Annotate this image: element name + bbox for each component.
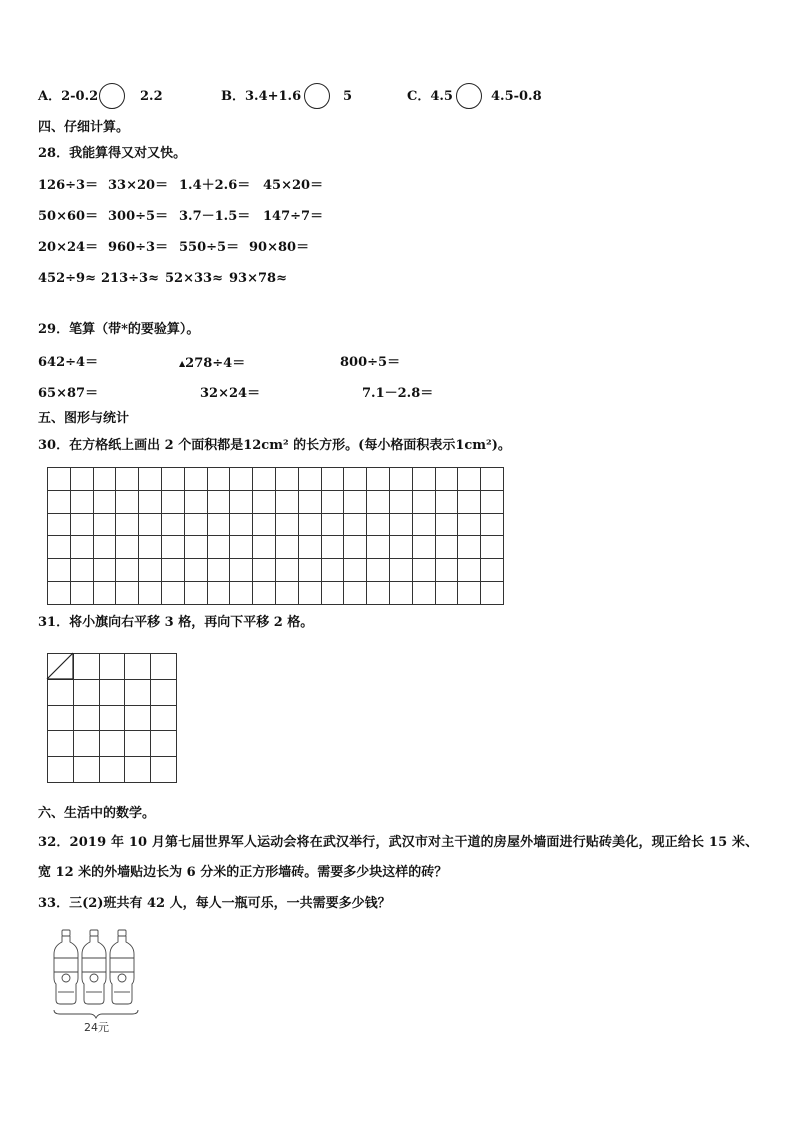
compare-a-left: 2-0.2 bbox=[61, 89, 99, 104]
grid-cell[interactable] bbox=[48, 679, 74, 705]
grid-cell[interactable] bbox=[435, 559, 458, 582]
grid-cell[interactable] bbox=[116, 559, 139, 582]
grid-cell[interactable] bbox=[139, 468, 162, 491]
grid-row bbox=[48, 559, 504, 582]
grid-cell[interactable] bbox=[48, 513, 71, 536]
grid-cell[interactable] bbox=[230, 468, 253, 491]
grid-cell[interactable] bbox=[298, 536, 321, 559]
grid-cell[interactable] bbox=[161, 490, 184, 513]
grid-cell[interactable] bbox=[253, 581, 276, 604]
grid-cell[interactable] bbox=[344, 559, 367, 582]
grid-cell[interactable] bbox=[230, 559, 253, 582]
grid-cell[interactable] bbox=[344, 581, 367, 604]
q28-item: 33×20＝ bbox=[108, 178, 169, 193]
grid-cell[interactable] bbox=[99, 705, 125, 731]
grid-cell[interactable] bbox=[344, 490, 367, 513]
grid-cell[interactable] bbox=[125, 731, 151, 757]
q28-item: 147÷7＝ bbox=[263, 209, 324, 224]
grid-cell[interactable] bbox=[73, 679, 99, 705]
grid-cell[interactable] bbox=[298, 468, 321, 491]
grid-cell[interactable] bbox=[73, 731, 99, 757]
grid-cell[interactable] bbox=[412, 513, 435, 536]
grid-cell[interactable] bbox=[125, 654, 151, 680]
grid-cell[interactable] bbox=[321, 559, 344, 582]
grid-cell[interactable] bbox=[116, 581, 139, 604]
grid-cell[interactable] bbox=[93, 513, 116, 536]
grid-cell[interactable] bbox=[70, 559, 93, 582]
grid-cell[interactable] bbox=[48, 705, 74, 731]
grid-cell[interactable] bbox=[125, 757, 151, 783]
q28-item: 960÷3＝ bbox=[108, 240, 169, 255]
q28-item: 213÷3≈ bbox=[101, 271, 159, 286]
grid-cell[interactable] bbox=[230, 490, 253, 513]
grid-cell[interactable] bbox=[230, 536, 253, 559]
grid-cell[interactable] bbox=[99, 757, 125, 783]
compare-c-circle[interactable] bbox=[456, 83, 482, 109]
grid-cell[interactable] bbox=[139, 581, 162, 604]
grid-cell[interactable] bbox=[184, 468, 207, 491]
grid-cell[interactable] bbox=[458, 513, 481, 536]
grid-cell[interactable] bbox=[99, 654, 125, 680]
grid-cell[interactable] bbox=[481, 536, 504, 559]
grid-cell[interactable] bbox=[275, 490, 298, 513]
grid-cell[interactable] bbox=[435, 536, 458, 559]
grid-cell[interactable] bbox=[151, 654, 177, 680]
grid-cell[interactable] bbox=[367, 468, 390, 491]
q28-item: 452÷9≈ bbox=[38, 271, 96, 286]
grid-cell[interactable] bbox=[253, 536, 276, 559]
grid-cell[interactable] bbox=[389, 536, 412, 559]
grid-cell[interactable] bbox=[73, 654, 99, 680]
grid-cell[interactable] bbox=[275, 559, 298, 582]
grid-cell[interactable] bbox=[458, 581, 481, 604]
grid-cell[interactable] bbox=[389, 559, 412, 582]
grid-cell[interactable] bbox=[184, 490, 207, 513]
grid-cell[interactable] bbox=[435, 490, 458, 513]
grid-cell[interactable] bbox=[344, 513, 367, 536]
grid-cell[interactable] bbox=[435, 513, 458, 536]
grid-cell[interactable] bbox=[139, 513, 162, 536]
grid-cell[interactable] bbox=[321, 581, 344, 604]
grid-cell[interactable] bbox=[458, 536, 481, 559]
grid-cell[interactable] bbox=[481, 581, 504, 604]
grid-cell[interactable] bbox=[367, 581, 390, 604]
grid-cell[interactable] bbox=[151, 705, 177, 731]
grid-cell[interactable] bbox=[435, 581, 458, 604]
grid-cell[interactable] bbox=[125, 679, 151, 705]
grid-cell[interactable] bbox=[298, 581, 321, 604]
grid-cell[interactable] bbox=[161, 468, 184, 491]
grid-cell[interactable] bbox=[321, 468, 344, 491]
grid-cell[interactable] bbox=[412, 468, 435, 491]
q28-title: 28．我能算得又对又快。 bbox=[38, 146, 187, 161]
compare-a-right: 2.2 bbox=[140, 89, 163, 104]
grid-cell[interactable] bbox=[184, 513, 207, 536]
grid-cell[interactable] bbox=[344, 468, 367, 491]
grid-cell[interactable] bbox=[321, 490, 344, 513]
grid-cell[interactable] bbox=[253, 513, 276, 536]
grid-cell[interactable] bbox=[389, 513, 412, 536]
grid-cell[interactable] bbox=[412, 559, 435, 582]
grid-row bbox=[48, 581, 504, 604]
compare-c-right: 4.5-0.8 bbox=[491, 89, 542, 104]
q30-title: 30．在方格纸上画出 2 个面积都是12cm² 的长方形。(每小格面积表示1cm²)。 bbox=[38, 438, 511, 453]
compare-a-circle[interactable] bbox=[99, 83, 125, 109]
q29-item: 32×24＝ bbox=[200, 386, 261, 401]
grid-cell[interactable] bbox=[116, 490, 139, 513]
grid-cell[interactable] bbox=[161, 513, 184, 536]
grid-cell[interactable] bbox=[458, 468, 481, 491]
grid-cell[interactable] bbox=[48, 559, 71, 582]
grid-cell[interactable] bbox=[151, 679, 177, 705]
q28-item: 550÷5＝ bbox=[179, 240, 240, 255]
grid-cell[interactable] bbox=[48, 581, 71, 604]
grid-cell[interactable] bbox=[367, 559, 390, 582]
grid-cell[interactable] bbox=[321, 513, 344, 536]
grid-cell[interactable] bbox=[207, 559, 230, 582]
grid-cell[interactable] bbox=[367, 490, 390, 513]
q33-title: 33．三(2)班共有 42 人，每人一瓶可乐，一共需要多少钱？ bbox=[38, 896, 391, 911]
grid-cell[interactable] bbox=[93, 581, 116, 604]
grid-cell[interactable] bbox=[184, 559, 207, 582]
grid-row bbox=[48, 513, 504, 536]
grid-cell[interactable] bbox=[161, 536, 184, 559]
grid-cell[interactable] bbox=[116, 468, 139, 491]
grid-cell[interactable] bbox=[184, 581, 207, 604]
q28-item: 126÷3＝ bbox=[38, 178, 99, 193]
compare-b-left: 3.4+1.6 bbox=[245, 89, 302, 104]
grid-cell[interactable] bbox=[344, 536, 367, 559]
grid-cell[interactable] bbox=[70, 536, 93, 559]
grid-cell[interactable] bbox=[298, 490, 321, 513]
grid-cell[interactable] bbox=[207, 468, 230, 491]
grid-cell[interactable] bbox=[73, 705, 99, 731]
grid-cell[interactable] bbox=[99, 731, 125, 757]
grid-cell[interactable] bbox=[70, 513, 93, 536]
grid-cell[interactable] bbox=[321, 536, 344, 559]
q31-title: 31．将小旗向右平移 3 格，再向下平移 2 格。 bbox=[38, 615, 314, 630]
grid-cell[interactable] bbox=[253, 490, 276, 513]
grid-cell[interactable] bbox=[70, 581, 93, 604]
grid-row bbox=[48, 536, 504, 559]
grid-cell[interactable] bbox=[99, 679, 125, 705]
grid-row bbox=[48, 468, 504, 491]
q28-item: 300÷5＝ bbox=[108, 209, 169, 224]
grid-row bbox=[48, 731, 177, 757]
grid-cell[interactable] bbox=[184, 536, 207, 559]
grid-cell[interactable] bbox=[207, 581, 230, 604]
grid-cell[interactable] bbox=[412, 490, 435, 513]
q29-item: 642÷4＝ bbox=[38, 355, 99, 370]
q28-item: 1.4＋2.6＝ bbox=[179, 178, 251, 193]
grid-cell[interactable] bbox=[70, 468, 93, 491]
grid-cell[interactable] bbox=[151, 731, 177, 757]
grid-cell[interactable] bbox=[389, 490, 412, 513]
grid-cell[interactable] bbox=[412, 581, 435, 604]
grid-cell[interactable] bbox=[161, 581, 184, 604]
grid-row bbox=[48, 757, 177, 783]
compare-b-circle[interactable] bbox=[304, 83, 330, 109]
grid-cell[interactable] bbox=[389, 581, 412, 604]
grid-cell[interactable] bbox=[481, 468, 504, 491]
grid-cell[interactable] bbox=[230, 513, 253, 536]
q28-item: 90×80＝ bbox=[249, 240, 310, 255]
grid-cell[interactable] bbox=[458, 559, 481, 582]
q29-item-starred: ▲278÷4＝ bbox=[179, 356, 246, 371]
q29-item: 7.1－2.8＝ bbox=[362, 386, 434, 401]
grid-cell[interactable] bbox=[207, 513, 230, 536]
q28-item: 93×78≈ bbox=[229, 271, 287, 286]
grid-cell[interactable] bbox=[253, 468, 276, 491]
triangle-icon: ▲ bbox=[179, 358, 186, 368]
grid-cell[interactable] bbox=[48, 757, 74, 783]
grid-cell[interactable] bbox=[93, 559, 116, 582]
compare-c: C．4.5 bbox=[407, 89, 453, 104]
q28-item: 52×33≈ bbox=[165, 271, 223, 286]
q30-square-grid[interactable] bbox=[47, 467, 504, 605]
cola-bottles-icon bbox=[50, 928, 142, 1018]
grid-cell[interactable] bbox=[48, 731, 74, 757]
grid-cell[interactable] bbox=[298, 559, 321, 582]
grid-cell[interactable] bbox=[389, 468, 412, 491]
grid-cell[interactable] bbox=[116, 536, 139, 559]
grid-cell[interactable] bbox=[73, 757, 99, 783]
compare-c-left: 4.5 bbox=[430, 89, 453, 104]
grid-cell[interactable] bbox=[207, 536, 230, 559]
grid-cell[interactable] bbox=[367, 536, 390, 559]
grid-cell[interactable] bbox=[151, 757, 177, 783]
flag-icon bbox=[47, 653, 77, 683]
grid-row bbox=[48, 679, 177, 705]
compare-b-right: 5 bbox=[343, 89, 353, 104]
grid-cell[interactable] bbox=[275, 536, 298, 559]
compare-a: A．2-0.2 bbox=[38, 89, 99, 104]
section-4-title: 四、仔细计算。 bbox=[38, 120, 130, 135]
grid-cell[interactable] bbox=[481, 559, 504, 582]
grid-cell[interactable] bbox=[435, 468, 458, 491]
grid-cell[interactable] bbox=[275, 468, 298, 491]
section-5-title: 五、图形与统计 bbox=[38, 411, 130, 426]
grid-cell[interactable] bbox=[161, 559, 184, 582]
grid-cell[interactable] bbox=[48, 490, 71, 513]
grid-cell[interactable] bbox=[139, 490, 162, 513]
grid-cell[interactable] bbox=[139, 559, 162, 582]
grid-cell[interactable] bbox=[139, 536, 162, 559]
grid-cell[interactable] bbox=[481, 513, 504, 536]
grid-cell[interactable] bbox=[93, 536, 116, 559]
grid-cell[interactable] bbox=[253, 559, 276, 582]
q29-item: 800÷5＝ bbox=[340, 355, 401, 370]
grid-cell[interactable] bbox=[125, 705, 151, 731]
price-label: 24元 bbox=[84, 1021, 109, 1034]
grid-cell[interactable] bbox=[116, 513, 139, 536]
q28-item: 20×24＝ bbox=[38, 240, 99, 255]
q32-line2: 宽 12 米的外墙贴边长为 6 分米的正方形墙砖。需要多少块这样的砖？ bbox=[38, 865, 448, 880]
grid-cell[interactable] bbox=[275, 581, 298, 604]
grid-cell[interactable] bbox=[48, 468, 71, 491]
grid-cell[interactable] bbox=[481, 490, 504, 513]
grid-cell[interactable] bbox=[48, 536, 71, 559]
grid-row bbox=[48, 490, 504, 513]
section-6-title: 六、生活中的数学。 bbox=[38, 806, 156, 821]
grid-cell[interactable] bbox=[93, 468, 116, 491]
compare-b: B．3.4+1.6 bbox=[221, 89, 302, 104]
grid-cell[interactable] bbox=[367, 513, 390, 536]
q28-item: 50×60＝ bbox=[38, 209, 99, 224]
q29-item: 65×87＝ bbox=[38, 386, 99, 401]
grid-cell[interactable] bbox=[230, 581, 253, 604]
grid-cell[interactable] bbox=[298, 513, 321, 536]
grid-cell[interactable] bbox=[412, 536, 435, 559]
grid-cell[interactable] bbox=[275, 513, 298, 536]
grid-cell[interactable] bbox=[93, 490, 116, 513]
grid-cell[interactable] bbox=[207, 490, 230, 513]
q29-title: 29．笔算（带*的要验算）。 bbox=[38, 322, 200, 337]
grid-row bbox=[48, 705, 177, 731]
q32-line1: 32．2019 年 10 月第七届世界军人运动会将在武汉举行，武汉市对主干道的房屋外墙面进行贴砖美化，现正给长 15 米、 bbox=[38, 835, 759, 850]
q28-item: 45×20＝ bbox=[263, 178, 324, 193]
grid-cell[interactable] bbox=[70, 490, 93, 513]
q28-item: 3.7－1.5＝ bbox=[179, 209, 251, 224]
grid-cell[interactable] bbox=[458, 490, 481, 513]
